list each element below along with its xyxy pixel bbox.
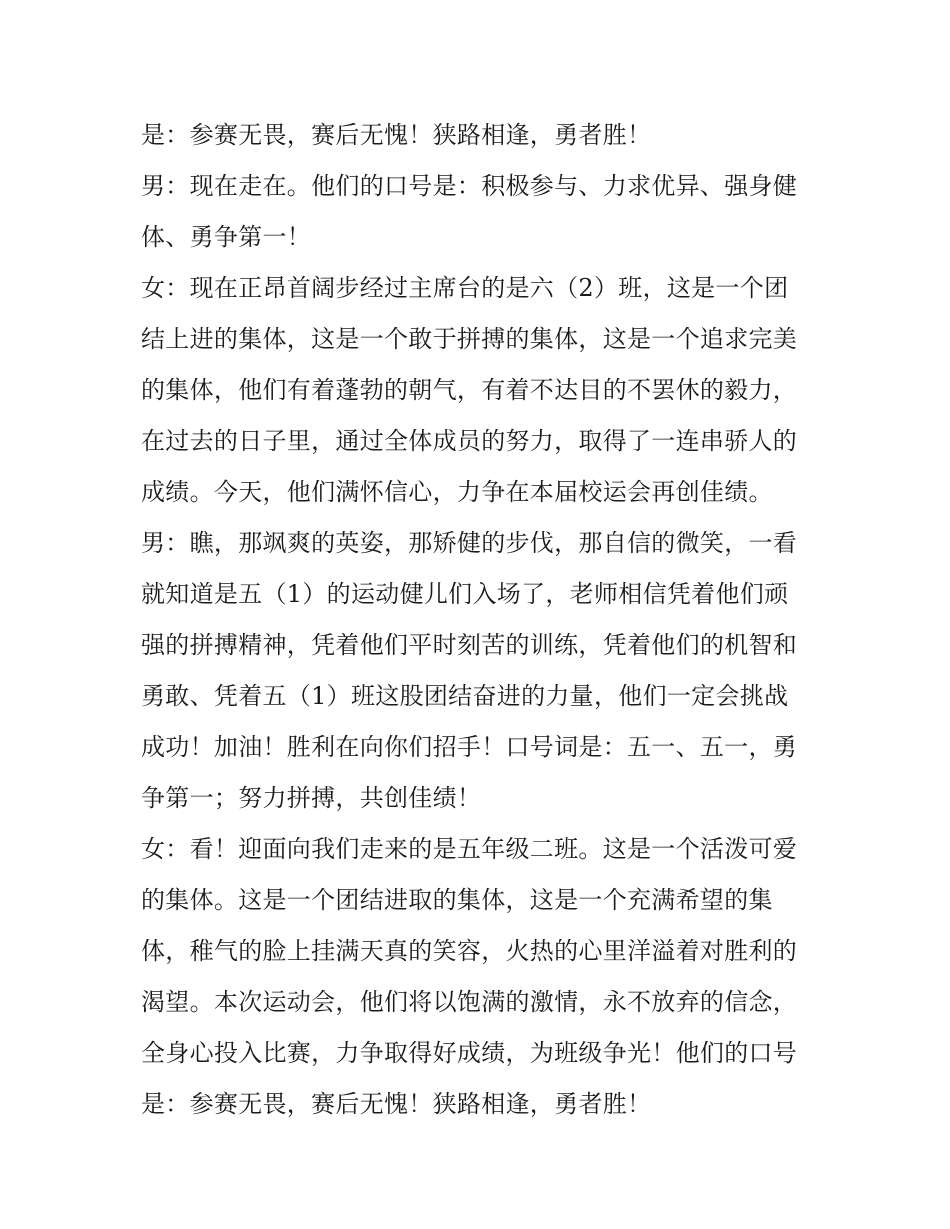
text-line: 争第一；努力拼搏，共创佳绩！: [141, 784, 482, 812]
text-line: 就知道是五（1）的运动健儿们入场了，老师相信凭着他们顽: [141, 580, 789, 608]
text-line: 的集体。这是一个团结进取的集体，这是一个充满希望的集: [141, 886, 773, 914]
text-line: 男：现在走在。他们的口号是：积极参与、力求优异、强身健: [141, 172, 798, 200]
text-line: 在过去的日子里，通过全体成员的努力，取得了一连串骄人的: [141, 427, 798, 455]
text-line: 体、勇争第一！: [141, 223, 312, 251]
text-line: 女：现在正昂首阔步经过主席台的是六（2）班，这是一个团: [141, 274, 789, 302]
text-line: 勇敢、凭着五（1）班这股团结奋进的力量，他们一定会挑战: [141, 682, 789, 710]
text-line: 成绩。今天，他们满怀信心，力争在本届校运会再创佳绩。: [141, 478, 773, 506]
text-line: 是：参赛无畏，赛后无愧！狭路相逢，勇者胜！: [141, 121, 652, 149]
text-line: 强的拼搏精神，凭着他们平时刻苦的训练，凭着他们的机智和: [141, 631, 798, 659]
text-line: 结上进的集体，这是一个敢于拼搏的集体，这是一个追求完美: [141, 325, 798, 353]
text-line: 的集体，他们有着蓬勃的朝气，有着不达目的不罢休的毅力，: [141, 376, 798, 404]
text-line: 体，稚气的脸上挂满天真的笑容，火热的心里洋溢着对胜利的: [141, 937, 798, 965]
text-line: 男：瞧，那飒爽的英姿，那矫健的步伐，那自信的微笑，一看: [141, 529, 798, 557]
text-line: 渴望。本次运动会，他们将以饱满的激情，永不放弃的信念，: [141, 988, 798, 1016]
text-line: 是：参赛无畏，赛后无愧！狭路相逢，勇者胜！: [141, 1090, 652, 1118]
document-body: [141, 110, 821, 1130]
text-line: 女：看！迎面向我们走来的是五年级二班。这是一个活泼可爱: [141, 835, 798, 863]
text-line: 全身心投入比赛，力争取得好成绩，为班级争光！他们的口号: [141, 1039, 798, 1067]
text-line: 成功！加油！胜利在向你们招手！口号词是：五一、五一，勇: [141, 733, 798, 761]
